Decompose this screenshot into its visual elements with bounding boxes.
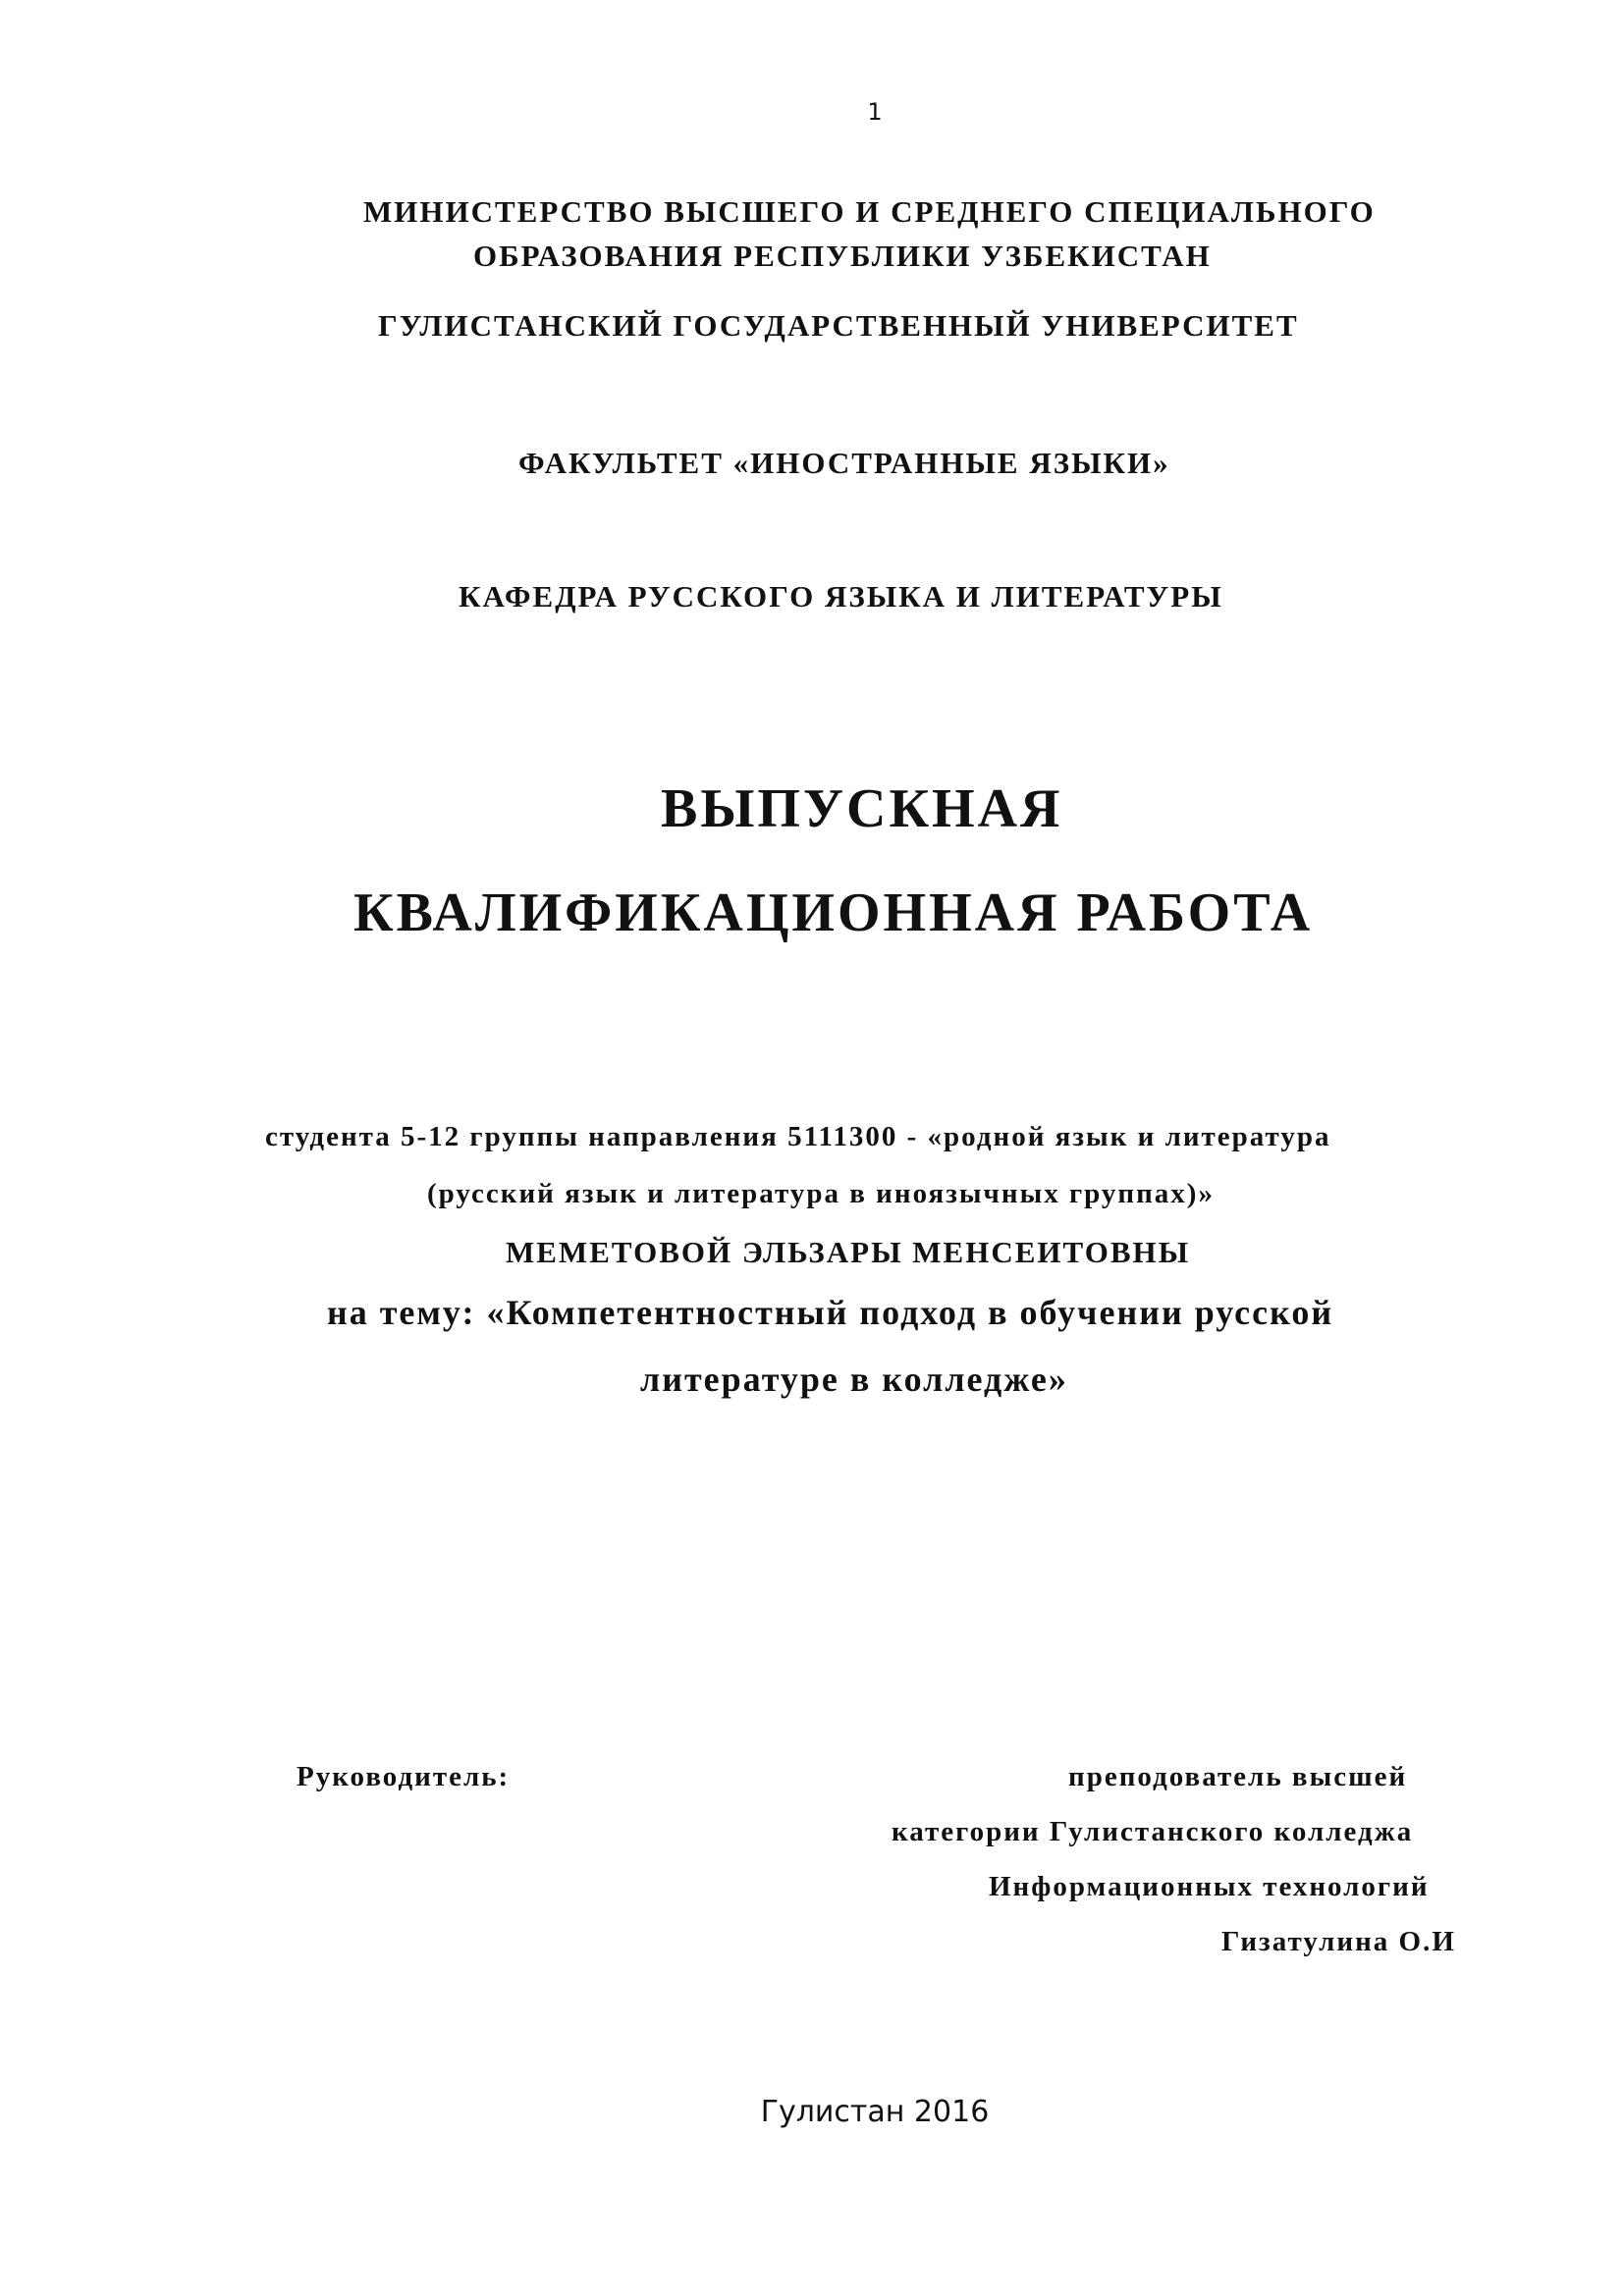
ministry-line-1: МИНИСТЕРСТВО ВЫСШЕГО И СРЕДНЕГО СПЕЦИАЛЬНОГО [363, 194, 1376, 229]
supervisor-line-3: Информационных технологий [989, 1871, 1430, 1902]
city-year: Гулистан 2016 [760, 2095, 990, 2129]
topic-line-1: на тему: «Компетентностный подход в обучении русской [327, 1293, 1334, 1332]
faculty-name: ФАКУЛЬТЕТ «ИНОСТРАННЫЕ ЯЗЫКИ» [518, 446, 1170, 480]
page-number: 1 [867, 98, 883, 126]
student-group-line-2: (русский язык и литература в иноязычных группах)» [427, 1178, 1215, 1209]
supervisor-line-1: преподователь высшей [1068, 1761, 1408, 1792]
student-group-line-1: студента 5-12 группы направления 5111300 - «родной язык и литература [265, 1121, 1331, 1152]
university-name: ГУЛИСТАНСКИЙ ГОСУДАРСТВЕННЫЙ УНИВЕРСИТЕТ [378, 308, 1299, 343]
topic-line-2: литературе в колледже» [640, 1360, 1068, 1399]
supervisor-label: Руководитель: [297, 1761, 511, 1792]
ministry-line-2: ОБРАЗОВАНИЯ РЕСПУБЛИКИ УЗБЕКИСТАН [473, 239, 1212, 273]
supervisor-line-2: категории Гулистанского колледжа [892, 1816, 1414, 1847]
thesis-title-line-2: КВАЛИФИКАЦИОННАЯ РАБОТА [353, 882, 1314, 943]
student-name: МЕМЕТОВОЙ ЭЛЬЗАРЫ МЕНСЕИТОВНЫ [506, 1235, 1191, 1269]
department-name: КАФЕДРА РУССКОГО ЯЗЫКА И ЛИТЕРАТУРЫ [459, 579, 1223, 614]
supervisor-name: Гизатулина О.И [1221, 1926, 1456, 1957]
thesis-title-line-1: ВЫПУСКНАЯ [661, 778, 1063, 839]
